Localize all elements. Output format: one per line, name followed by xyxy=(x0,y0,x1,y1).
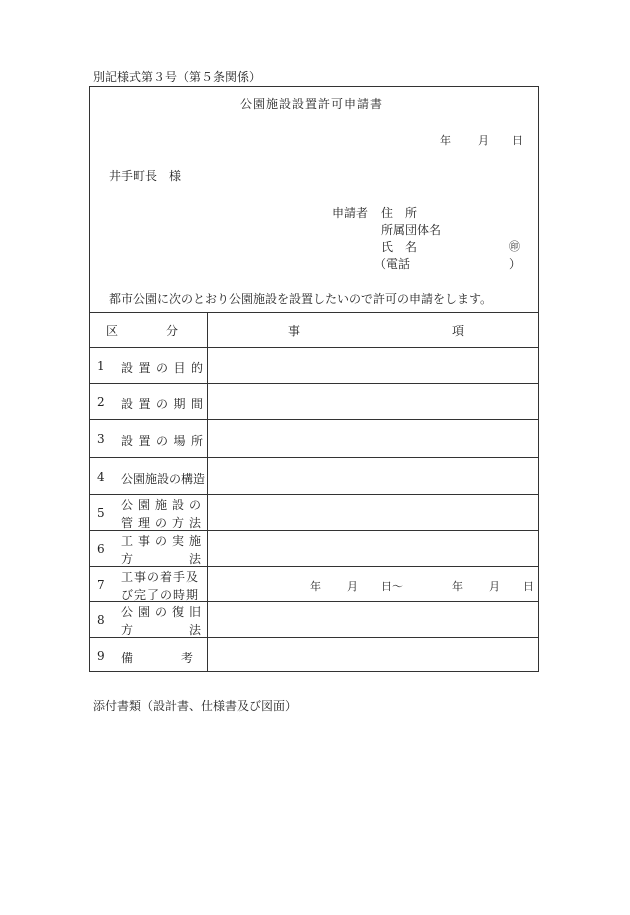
row-number: 4 xyxy=(97,470,105,484)
addressee: 井手町長 様 xyxy=(109,169,182,183)
table-header-category: 区 分 xyxy=(106,324,179,338)
schedule-end-month: 月 xyxy=(489,580,500,593)
applicant-address-label: 住 所 xyxy=(381,206,418,220)
row-number: 2 xyxy=(97,395,105,409)
table-rule xyxy=(89,457,539,458)
schedule-start-day: 日～ xyxy=(381,580,403,593)
row-label-period: 設置の期間 xyxy=(121,397,209,411)
form-label: 別記様式第３号（第５条関係） xyxy=(93,70,262,84)
row-label-management-1: 公園施設の xyxy=(121,498,207,512)
table-rule xyxy=(89,347,539,348)
date-year: 年 xyxy=(440,134,451,147)
row-label-schedule-2: び完了の時期 xyxy=(121,588,200,602)
row-label-construction-2: 方 法 xyxy=(121,552,207,566)
applicant-phone-label: （電話 xyxy=(374,257,411,271)
table-rule xyxy=(89,383,539,384)
table-rule xyxy=(89,494,539,495)
schedule-start-month: 月 xyxy=(347,580,358,593)
applicant-label: 申請者 xyxy=(332,206,369,220)
form-title: 公園施設設置許可申請書 xyxy=(240,97,384,111)
row-number: 9 xyxy=(97,649,105,663)
date-month: 月 xyxy=(478,134,489,147)
row-label-management-2: 管理の方法 xyxy=(121,516,207,530)
row-number: 7 xyxy=(97,578,105,592)
applicant-group-label: 所属団体名 xyxy=(381,223,442,237)
row-label-schedule-1: 工事の着手及 xyxy=(121,570,200,584)
row-label-restoration-2: 方 法 xyxy=(121,623,207,637)
row-label-structure: 公園施設の構造 xyxy=(121,472,206,486)
table-rule xyxy=(89,419,539,420)
table-rule xyxy=(89,312,539,313)
row-label-construction-1: 工事の実施 xyxy=(121,534,207,548)
row-number: 1 xyxy=(97,359,105,373)
applicant-phone-close: ） xyxy=(509,257,522,271)
row-label-restoration-1: 公園の復旧 xyxy=(121,605,207,619)
row-number: 5 xyxy=(97,506,105,520)
applicant-name-label: 氏 名 xyxy=(381,240,418,254)
attachments-note: 添付書類（設計書、仕様書及び図面） xyxy=(93,699,298,713)
schedule-end-year: 年 xyxy=(452,580,463,593)
date-day: 日 xyxy=(512,134,523,147)
application-statement: 都市公園に次のとおり公園施設を設置したいので許可の申請をします。 xyxy=(109,292,493,306)
table-header-item-2: 項 xyxy=(452,324,465,338)
schedule-end-day: 日 xyxy=(523,580,534,593)
row-number: 8 xyxy=(97,613,105,627)
row-number: 6 xyxy=(97,542,105,556)
schedule-start-year: 年 xyxy=(310,580,321,593)
seal-mark: ㊞ xyxy=(509,240,520,253)
row-label-location: 設置の場所 xyxy=(121,434,209,448)
row-label-remarks: 備 考 xyxy=(121,651,194,665)
table-header-item-1: 事 xyxy=(288,324,301,338)
row-number: 3 xyxy=(97,432,105,446)
row-label-purpose: 設置の目的 xyxy=(121,361,209,375)
